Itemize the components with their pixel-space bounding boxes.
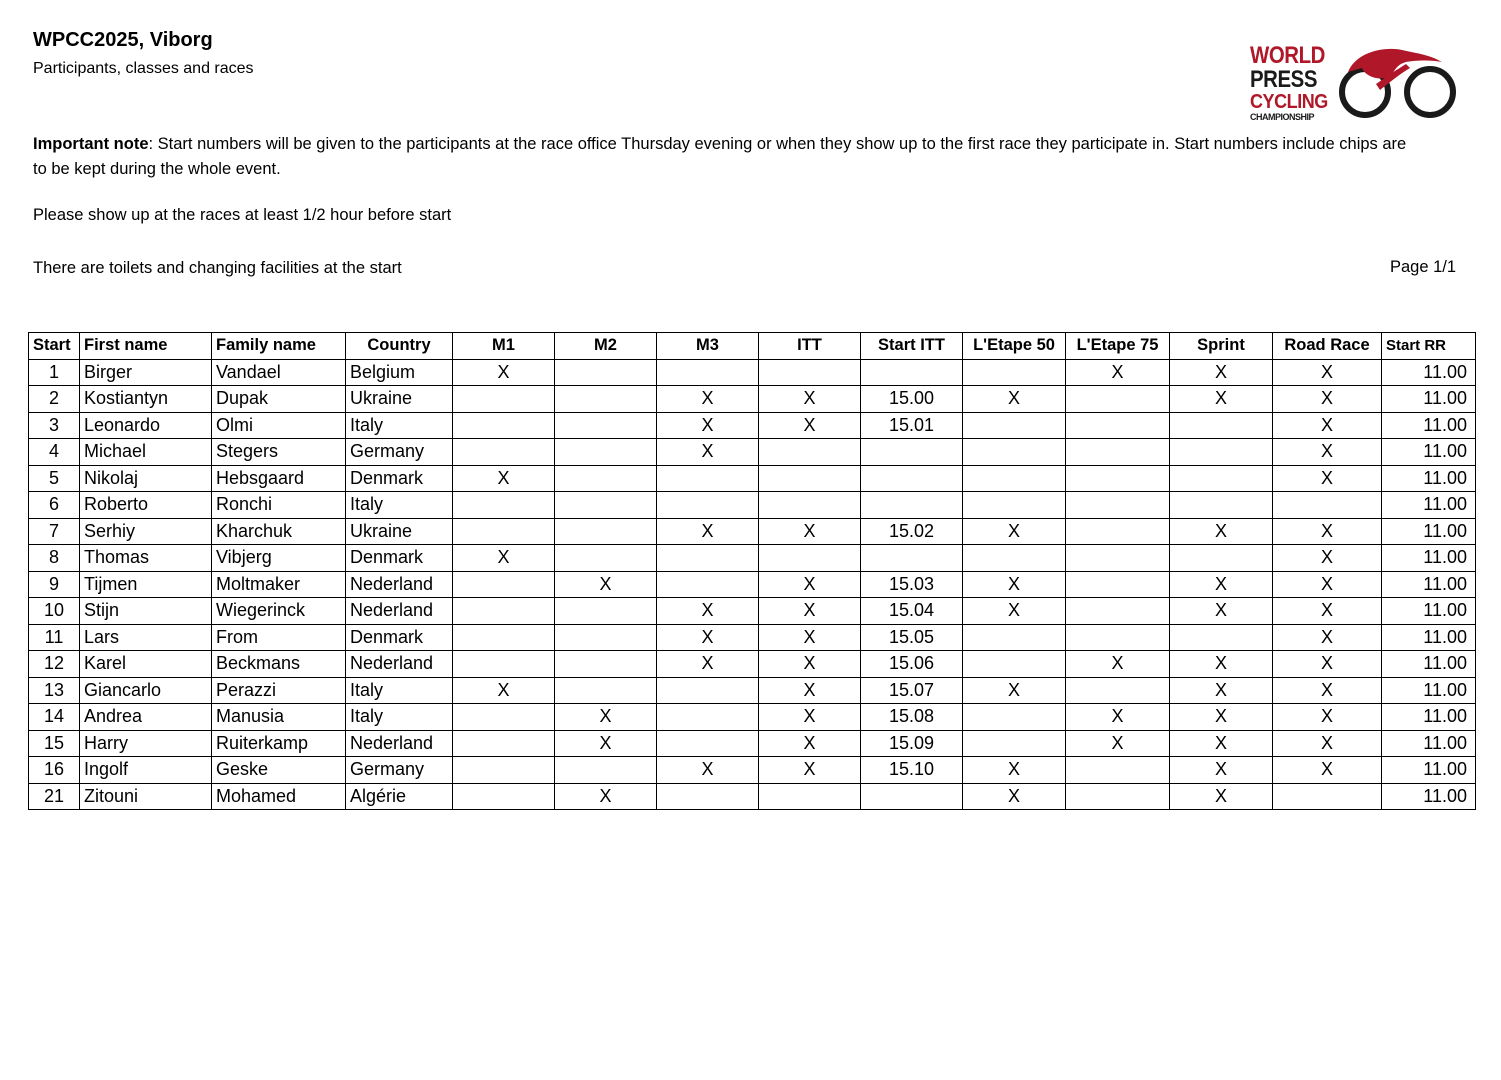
cell-start-rr: 11.00 xyxy=(1382,386,1476,413)
cell-letape-50: X xyxy=(963,571,1066,598)
cell-m2: X xyxy=(555,783,657,810)
cell-first-name: Zitouni xyxy=(80,783,212,810)
cell-letape-50 xyxy=(963,439,1066,466)
cell-letape-75 xyxy=(1066,677,1170,704)
cell-itt: X xyxy=(759,704,861,731)
cell-m1 xyxy=(453,598,555,625)
cell-start-number: 6 xyxy=(29,492,80,519)
cell-first-name: Leonardo xyxy=(80,412,212,439)
cell-start-rr: 11.00 xyxy=(1382,730,1476,757)
cell-country: Nederland xyxy=(346,571,453,598)
cell-m1 xyxy=(453,386,555,413)
cell-country: Nederland xyxy=(346,598,453,625)
column-header-road-race: Road Race xyxy=(1273,333,1382,360)
table-row xyxy=(29,412,1476,439)
cell-start-rr: 11.00 xyxy=(1382,412,1476,439)
cell-family-name: Olmi xyxy=(212,412,346,439)
cell-country: Nederland xyxy=(346,651,453,678)
column-header-start-rr: Start RR xyxy=(1382,333,1476,360)
cell-m2 xyxy=(555,412,657,439)
cell-m3 xyxy=(657,492,759,519)
cell-m3: X xyxy=(657,624,759,651)
cell-m2 xyxy=(555,359,657,386)
cell-start-itt xyxy=(861,492,963,519)
cell-start-itt xyxy=(861,465,963,492)
cell-m1 xyxy=(453,624,555,651)
cell-start-number: 11 xyxy=(29,624,80,651)
cell-family-name: Hebsgaard xyxy=(212,465,346,492)
cell-m1 xyxy=(453,783,555,810)
column-header-family-name: Family name xyxy=(212,333,346,360)
cell-start-itt: 15.06 xyxy=(861,651,963,678)
cell-country: Italy xyxy=(346,412,453,439)
cell-family-name: Perazzi xyxy=(212,677,346,704)
logo-wordmark xyxy=(1250,44,1338,122)
cell-family-name: Mohamed xyxy=(212,783,346,810)
cell-start-number: 7 xyxy=(29,518,80,545)
cell-m1 xyxy=(453,492,555,519)
cell-road-race xyxy=(1273,783,1382,810)
cell-start-number: 1 xyxy=(29,359,80,386)
cell-itt: X xyxy=(759,677,861,704)
cell-m2: X xyxy=(555,730,657,757)
cell-first-name: Serhiy xyxy=(80,518,212,545)
cell-start-itt: 15.04 xyxy=(861,598,963,625)
cell-letape-50: X xyxy=(963,598,1066,625)
cell-country: Germany xyxy=(346,439,453,466)
participants-table xyxy=(28,332,1476,810)
cell-letape-50 xyxy=(963,624,1066,651)
cell-start-rr: 11.00 xyxy=(1382,783,1476,810)
cell-start-itt xyxy=(861,439,963,466)
cell-letape-75: X xyxy=(1066,704,1170,731)
cell-start-rr: 11.00 xyxy=(1382,677,1476,704)
cell-m2 xyxy=(555,757,657,784)
cell-m3 xyxy=(657,704,759,731)
cell-start-itt: 15.02 xyxy=(861,518,963,545)
cell-start-itt xyxy=(861,359,963,386)
table-row xyxy=(29,386,1476,413)
cell-itt: X xyxy=(759,598,861,625)
cell-country: Denmark xyxy=(346,624,453,651)
cell-itt xyxy=(759,783,861,810)
cell-sprint: X xyxy=(1170,783,1273,810)
cell-road-race: X xyxy=(1273,439,1382,466)
cell-start-rr: 11.00 xyxy=(1382,651,1476,678)
cell-start-number: 3 xyxy=(29,412,80,439)
cell-start-itt: 15.10 xyxy=(861,757,963,784)
cell-letape-75 xyxy=(1066,492,1170,519)
cell-m3 xyxy=(657,677,759,704)
column-header-letape-75: L'Etape 75 xyxy=(1066,333,1170,360)
cell-m2: X xyxy=(555,571,657,598)
table-header xyxy=(29,333,1476,360)
cell-letape-75 xyxy=(1066,439,1170,466)
cell-country: Denmark xyxy=(346,465,453,492)
column-header-m1: M1 xyxy=(453,333,555,360)
cell-sprint xyxy=(1170,439,1273,466)
cell-road-race: X xyxy=(1273,598,1382,625)
cell-itt: X xyxy=(759,624,861,651)
cell-itt xyxy=(759,439,861,466)
cell-first-name: Stijn xyxy=(80,598,212,625)
cell-m3: X xyxy=(657,439,759,466)
cell-country: Belgium xyxy=(346,359,453,386)
cell-first-name: Karel xyxy=(80,651,212,678)
cell-start-rr: 11.00 xyxy=(1382,492,1476,519)
cell-itt: X xyxy=(759,412,861,439)
cell-itt xyxy=(759,465,861,492)
cell-country: Denmark xyxy=(346,545,453,572)
cell-start-itt: 15.03 xyxy=(861,571,963,598)
cell-m2 xyxy=(555,651,657,678)
cell-letape-75 xyxy=(1066,518,1170,545)
important-note xyxy=(33,132,1413,182)
cell-sprint: X xyxy=(1170,386,1273,413)
cell-letape-50 xyxy=(963,412,1066,439)
cell-road-race: X xyxy=(1273,624,1382,651)
cell-family-name: Vandael xyxy=(212,359,346,386)
cell-road-race: X xyxy=(1273,571,1382,598)
cell-start-number: 4 xyxy=(29,439,80,466)
cell-letape-50: X xyxy=(963,518,1066,545)
cell-m2 xyxy=(555,518,657,545)
cell-letape-75 xyxy=(1066,545,1170,572)
cell-letape-50: X xyxy=(963,757,1066,784)
important-note-text: : Start numbers will be given to the participants at the race office Thursday evening or when they show up to the first race they participate in. Start numbers include chips are to be kept during the whole event. xyxy=(33,135,1407,178)
table-row xyxy=(29,545,1476,572)
table-row xyxy=(29,783,1476,810)
cell-m3 xyxy=(657,545,759,572)
table-body xyxy=(29,359,1476,810)
cell-start-rr: 11.00 xyxy=(1382,757,1476,784)
table-row xyxy=(29,571,1476,598)
cell-first-name: Harry xyxy=(80,730,212,757)
cell-country: Germany xyxy=(346,757,453,784)
cell-m1 xyxy=(453,439,555,466)
cell-m2 xyxy=(555,545,657,572)
cell-first-name: Andrea xyxy=(80,704,212,731)
cell-letape-75 xyxy=(1066,783,1170,810)
cell-m3 xyxy=(657,730,759,757)
cell-start-itt: 15.00 xyxy=(861,386,963,413)
cell-first-name: Tijmen xyxy=(80,571,212,598)
cell-road-race: X xyxy=(1273,386,1382,413)
cell-first-name: Birger xyxy=(80,359,212,386)
cell-sprint xyxy=(1170,624,1273,651)
cell-road-race: X xyxy=(1273,730,1382,757)
cell-m3 xyxy=(657,465,759,492)
cell-family-name: Kharchuk xyxy=(212,518,346,545)
cell-country: Ukraine xyxy=(346,518,453,545)
cell-itt: X xyxy=(759,730,861,757)
cell-m3: X xyxy=(657,651,759,678)
cell-itt: X xyxy=(759,651,861,678)
cell-start-number: 2 xyxy=(29,386,80,413)
cell-sprint: X xyxy=(1170,757,1273,784)
cell-m2: X xyxy=(555,704,657,731)
cell-start-itt: 15.05 xyxy=(861,624,963,651)
cell-family-name: From xyxy=(212,624,346,651)
cell-family-name: Manusia xyxy=(212,704,346,731)
cell-m2 xyxy=(555,465,657,492)
cell-m1 xyxy=(453,704,555,731)
cell-road-race: X xyxy=(1273,651,1382,678)
cell-m1 xyxy=(453,651,555,678)
cell-road-race: X xyxy=(1273,412,1382,439)
logo-word-championship: CHAMPIONSHIP xyxy=(1250,112,1315,122)
cell-country: Nederland xyxy=(346,730,453,757)
table-row xyxy=(29,465,1476,492)
table-row xyxy=(29,624,1476,651)
cell-start-rr: 11.00 xyxy=(1382,518,1476,545)
cell-m2 xyxy=(555,439,657,466)
cell-sprint: X xyxy=(1170,598,1273,625)
cell-m1 xyxy=(453,412,555,439)
table-row xyxy=(29,651,1476,678)
cell-letape-75 xyxy=(1066,465,1170,492)
cell-m3: X xyxy=(657,757,759,784)
cell-letape-75 xyxy=(1066,571,1170,598)
cell-family-name: Wiegerinck xyxy=(212,598,346,625)
cell-country: Ukraine xyxy=(346,386,453,413)
cell-first-name: Nikolaj xyxy=(80,465,212,492)
cell-first-name: Thomas xyxy=(80,545,212,572)
cell-letape-75 xyxy=(1066,386,1170,413)
cell-itt: X xyxy=(759,518,861,545)
cell-letape-50 xyxy=(963,465,1066,492)
cell-family-name: Dupak xyxy=(212,386,346,413)
cell-start-number: 16 xyxy=(29,757,80,784)
column-header-letape-50: L'Etape 50 xyxy=(963,333,1066,360)
cell-letape-75 xyxy=(1066,624,1170,651)
cell-road-race xyxy=(1273,492,1382,519)
cell-m3: X xyxy=(657,518,759,545)
cell-road-race: X xyxy=(1273,704,1382,731)
cell-m3: X xyxy=(657,412,759,439)
cell-start-number: 12 xyxy=(29,651,80,678)
cell-itt xyxy=(759,359,861,386)
page-number: Page 1/1 xyxy=(1390,258,1457,276)
cell-letape-50 xyxy=(963,545,1066,572)
cell-first-name: Lars xyxy=(80,624,212,651)
logo-word-cycling: CYCLING xyxy=(1250,91,1328,113)
cell-start-itt: 15.08 xyxy=(861,704,963,731)
cell-letape-75: X xyxy=(1066,730,1170,757)
cell-start-rr: 11.00 xyxy=(1382,571,1476,598)
table-row xyxy=(29,598,1476,625)
cell-m3 xyxy=(657,783,759,810)
cell-sprint xyxy=(1170,465,1273,492)
table-row xyxy=(29,439,1476,466)
cell-start-itt: 15.01 xyxy=(861,412,963,439)
cell-letape-75: X xyxy=(1066,651,1170,678)
cell-m2 xyxy=(555,624,657,651)
cell-m1 xyxy=(453,571,555,598)
cell-first-name: Roberto xyxy=(80,492,212,519)
cell-m3: X xyxy=(657,386,759,413)
cell-itt: X xyxy=(759,757,861,784)
important-note-label: Important note xyxy=(33,135,149,153)
cell-start-number: 9 xyxy=(29,571,80,598)
cell-start-number: 14 xyxy=(29,704,80,731)
cell-sprint xyxy=(1170,545,1273,572)
logo-word-press: PRESS xyxy=(1250,66,1318,93)
cell-family-name: Beckmans xyxy=(212,651,346,678)
cell-m3: X xyxy=(657,598,759,625)
table-row xyxy=(29,677,1476,704)
logo-word-world: WORLD xyxy=(1250,42,1325,69)
cell-m3 xyxy=(657,359,759,386)
cell-sprint: X xyxy=(1170,704,1273,731)
table-row xyxy=(29,518,1476,545)
cell-family-name: Ruiterkamp xyxy=(212,730,346,757)
cell-itt: X xyxy=(759,571,861,598)
cell-m1: X xyxy=(453,545,555,572)
cell-m2 xyxy=(555,492,657,519)
cell-letape-75: X xyxy=(1066,359,1170,386)
cell-first-name: Ingolf xyxy=(80,757,212,784)
table-row xyxy=(29,730,1476,757)
table-row xyxy=(29,704,1476,731)
cell-sprint: X xyxy=(1170,651,1273,678)
cell-start-number: 15 xyxy=(29,730,80,757)
cell-start-number: 21 xyxy=(29,783,80,810)
cell-m2 xyxy=(555,677,657,704)
cell-m2 xyxy=(555,386,657,413)
cell-first-name: Kostiantyn xyxy=(80,386,212,413)
cell-family-name: Geske xyxy=(212,757,346,784)
cell-road-race: X xyxy=(1273,545,1382,572)
cell-m3 xyxy=(657,571,759,598)
cell-letape-50 xyxy=(963,730,1066,757)
cell-family-name: Moltmaker xyxy=(212,571,346,598)
cell-road-race: X xyxy=(1273,359,1382,386)
cell-family-name: Stegers xyxy=(212,439,346,466)
cell-road-race: X xyxy=(1273,757,1382,784)
cell-start-number: 5 xyxy=(29,465,80,492)
cell-road-race: X xyxy=(1273,677,1382,704)
cell-start-rr: 11.00 xyxy=(1382,545,1476,572)
cell-sprint xyxy=(1170,492,1273,519)
cell-letape-50 xyxy=(963,492,1066,519)
column-header-start-itt: Start ITT xyxy=(861,333,963,360)
column-header-m3: M3 xyxy=(657,333,759,360)
cell-road-race: X xyxy=(1273,518,1382,545)
column-header-m2: M2 xyxy=(555,333,657,360)
table-row xyxy=(29,492,1476,519)
cell-m1 xyxy=(453,518,555,545)
cell-letape-50 xyxy=(963,704,1066,731)
wpcc-logo xyxy=(1250,44,1460,120)
column-header-country: Country xyxy=(346,333,453,360)
cell-country: Italy xyxy=(346,492,453,519)
column-header-start: Start xyxy=(29,333,80,360)
cell-start-rr: 11.00 xyxy=(1382,624,1476,651)
cell-sprint: X xyxy=(1170,677,1273,704)
cell-letape-75 xyxy=(1066,412,1170,439)
cell-start-itt xyxy=(861,545,963,572)
table-row xyxy=(29,757,1476,784)
cell-itt: X xyxy=(759,386,861,413)
cell-sprint xyxy=(1170,412,1273,439)
header-row xyxy=(29,333,1476,360)
cell-itt xyxy=(759,545,861,572)
cell-family-name: Ronchi xyxy=(212,492,346,519)
cell-start-rr: 11.00 xyxy=(1382,704,1476,731)
cell-sprint: X xyxy=(1170,571,1273,598)
cell-start-number: 10 xyxy=(29,598,80,625)
document-subtitle: Participants, classes and races xyxy=(33,60,254,77)
cell-m2 xyxy=(555,598,657,625)
cell-start-rr: 11.00 xyxy=(1382,465,1476,492)
arrival-note: Please show up at the races at least 1/2 hour before start xyxy=(33,206,452,224)
cell-letape-50 xyxy=(963,651,1066,678)
cell-country: Italy xyxy=(346,704,453,731)
cell-first-name: Michael xyxy=(80,439,212,466)
cell-m1 xyxy=(453,730,555,757)
document-title: WPCC2025, Viborg xyxy=(33,29,213,51)
column-header-itt: ITT xyxy=(759,333,861,360)
cell-road-race: X xyxy=(1273,465,1382,492)
cell-start-rr: 11.00 xyxy=(1382,359,1476,386)
cell-start-itt: 15.07 xyxy=(861,677,963,704)
cell-sprint: X xyxy=(1170,518,1273,545)
cell-country: Italy xyxy=(346,677,453,704)
cell-letape-50: X xyxy=(963,677,1066,704)
cell-letape-75 xyxy=(1066,598,1170,625)
column-header-first-name: First name xyxy=(80,333,212,360)
cell-m1: X xyxy=(453,677,555,704)
cell-m1: X xyxy=(453,359,555,386)
cell-start-number: 8 xyxy=(29,545,80,572)
cell-start-rr: 11.00 xyxy=(1382,439,1476,466)
cell-start-itt xyxy=(861,783,963,810)
cell-itt xyxy=(759,492,861,519)
cell-letape-50: X xyxy=(963,783,1066,810)
cell-start-rr: 11.00 xyxy=(1382,598,1476,625)
cell-letape-50 xyxy=(963,359,1066,386)
cell-letape-75 xyxy=(1066,757,1170,784)
bicycle-icon xyxy=(1336,44,1458,120)
cell-letape-50: X xyxy=(963,386,1066,413)
cell-m1 xyxy=(453,757,555,784)
table-row xyxy=(29,359,1476,386)
cell-first-name: Giancarlo xyxy=(80,677,212,704)
cell-start-itt: 15.09 xyxy=(861,730,963,757)
cell-sprint: X xyxy=(1170,730,1273,757)
cell-start-number: 13 xyxy=(29,677,80,704)
cell-sprint: X xyxy=(1170,359,1273,386)
cell-family-name: Vibjerg xyxy=(212,545,346,572)
cell-country: Algérie xyxy=(346,783,453,810)
column-header-sprint: Sprint xyxy=(1170,333,1273,360)
cell-m1: X xyxy=(453,465,555,492)
facilities-note: There are toilets and changing facilities at the start xyxy=(33,259,402,277)
